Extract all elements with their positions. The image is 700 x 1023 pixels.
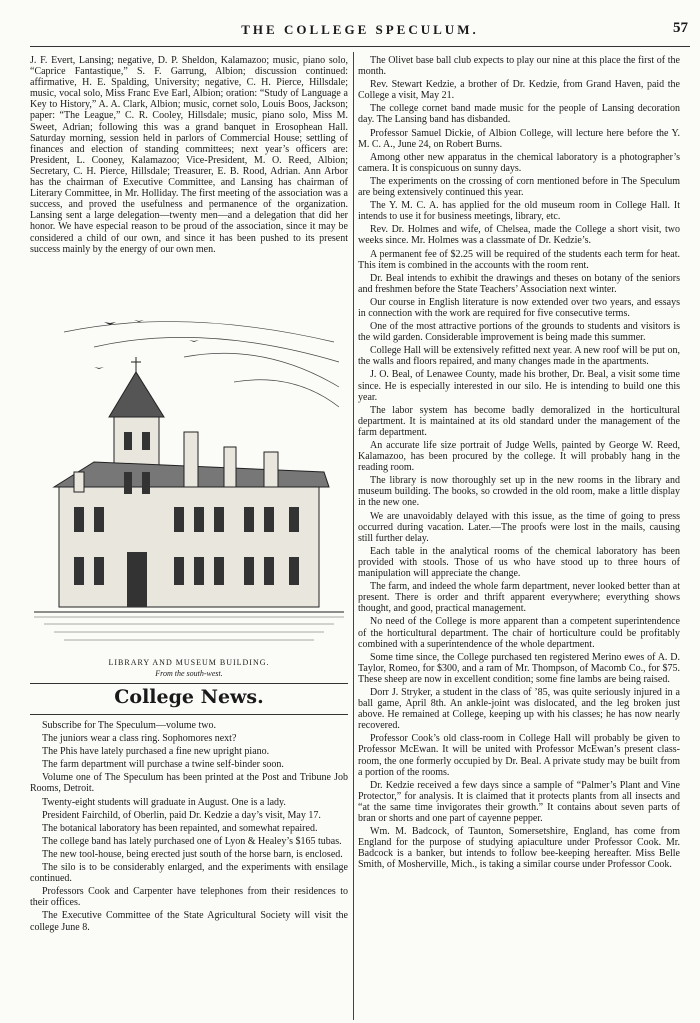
page-header [30,20,690,47]
news-item: The college cornet band made music for the people of Lansing decoration day. The Lansing band has disbanded. [358,103,680,126]
illustration-caption: LIBRARY AND MUSEUM BUILDING. [108,658,270,667]
news-item: No need of the College is more apparent than a competent superintendence of the horticultural department. The chair of horticulture could be profitably combined with a superintendence of the whole department. [358,616,680,650]
news-item: The juniors wear a class ring. Sophomores next? [42,733,237,745]
news-item: The labor system has become badly demoralized in the horticultural department. It is maintained at its old standard under the management of the farm department. [358,404,680,438]
news-item: Some time since, the College purchased ten registered Merino ewes of A. D. Taylor, Romeo, for $300, and a ram of Mr. Thompson, of Macomb Co., for $75. These sheep are now in excellent condition; some fine lambs are being raised. [358,651,680,685]
right-column-news [358,55,680,872]
news-item: President Fairchild, of Oberlin, paid Dr. Kedzie a day’s visit, May 17. [42,809,321,821]
intro-paragraph: J. F. Evert, Lansing; negative, D. P. Sheldon, Kalamazoo; music, piano solo, “Caprice Fantastique,” S. F. Garrung, Albion; discussion continued: affirmative, H. E. Spalding, University; negative, C. H. Pierce, Hillsdale; music, vocal solo, Miss Franc Eve Earl, Albion; oration: “Study of Language a Key to History,” A. A. Clark, Albion; music, cornet solo, Louis Boos, Jackson; paper: “The League,” C. R. Cooley, Hillsdale; music, piano solo, Miss M. Sweet, Adrian; following this was a grand banquet in Erosophean Hall. Saturday morning, session held in parlors of Commercial House; settling of finances and election of standing committees; next year’s officers are: President, L. Cooney, Kalamazoo; Vice-President, M. O. Reed, Albion; Secretary, C. H. Pierce, Hillsdale; Treasurer, E. B. Rood, Adrian. Ann Arbor has the chairman of Executive Committee, and Lansing has chairman of Literary Committee, in Mr. Holliday. The first meeting of the association was a success, and proved the usefulness and permanence of the organization. Lansing sent a large delegation—twenty men—and a delegation that did her honor. We have especial reason to be proud of the association, since it may be considered a child of our own, and since it has been pushed to its present success mainly by the energy of our own men. [30,55,348,255]
journal-title: THE COLLEGE SPECULUM. [241,22,479,37]
news-item: Dorr J. Stryker, a student in the class of ’85, was quite seriously injured in a ball game, April 8th. An ankle-joint was dislocated, and the leg broken just above. He remained at College, keeping up with his classes; he has now nearly recovered. [358,686,680,732]
news-item: Rev. Dr. Holmes and wife, of Chelsea, made the College a short visit, two weeks since. Mr. Holmes was a classmate of Dr. Kedzie’s. [358,224,680,247]
news-item: The new tool-house, being erected just south of the horse barn, is enclosed. [42,848,343,860]
news-item: Professors Cook and Carpenter have telephones from their residences to their offices. [30,886,348,909]
news-item: A permanent fee of $2.25 will be required of the students each term for heat. This item is combined in the accounts with the room rent. [358,248,680,271]
news-item: Twenty-eight students will graduate in August. One is a lady. [42,796,286,808]
news-item: The library is now thoroughly set up in the new rooms in the library and museum building. The books, so crowded in the old room, make a little display in the new one. [358,475,680,509]
news-item: The Olivet base ball club expects to play our nine at this place the first of the month. [358,55,680,78]
news-item: Among other new apparatus in the chemical laboratory is a photographer’s camera. It is conspicuous on sunny days. [358,151,680,174]
news-item: Dr. Beal intends to exhibit the drawings and theses on botany of the seniors and freshmen before the State Teachers’ Association next winter. [358,272,680,295]
college-news-heading: College News. [114,686,264,708]
news-item: College Hall will be extensively refitted next year. A new roof will be put on, the walls and floors repaired, and many changes made in the apartments. [358,345,680,368]
news-item: An accurate life size portrait of Judge Wells, painted by George W. Reed, Kalamazoo, has been procured by the college. It will probably hang in the reading room. [358,440,680,474]
news-item: J. O. Beal, of Lenawee County, made his brother, Dr. Beal, a visit some time since. He is especially interested in our silo. He is intending to build one this year. [358,369,680,403]
news-item: Our course in English literature is now extended over two years, and essays in connection with the work are required for five consecutive terms. [358,296,680,319]
news-item: The botanical laboratory has been repainted, and somewhat repaired. [42,822,318,834]
left-column-intro [30,55,348,257]
news-bottom-rule [30,714,348,715]
news-item: One of the most attractive portions of the grounds to students and visitors is the wild garden. Considerable improvement is being made this summer. [358,321,680,344]
column-divider [353,52,354,1020]
news-item: The farm, and indeed the whole farm department, never looked better than at present. There is order and thrift apparent everywhere; everything shows thought, and good, practical management. [358,581,680,615]
news-item: The Y. M. C. A. has applied for the old museum room in College Hall. It intends to use it for business meetings, library, etc. [358,200,680,223]
news-item: The silo is to be considerably enlarged, and the experiments with ensilage continued. [30,862,348,885]
news-item: The college band has lately purchased one of Lyon & Healey’s $165 tubas. [42,835,342,847]
news-item: Dr. Kedzie received a few days since a sample of “Palmer’s Plant and Vine Protector,” for analysis. It is claimed that it protects plants from all insects and “at the same time invigorates their growth.” It contains about seven parts of bran or shorts and one part of cayenne pepper. [358,779,680,824]
news-item: The experiments on the crossing of corn mentioned before in The Speculum are being extensively continued this year. [358,175,680,199]
page-number: 57 [673,20,688,36]
illustration-subcaption: From the south-west. [155,669,223,678]
news-item: The Phis have lately purchased a fine new upright piano. [42,746,270,758]
news-item: Professor Cook’s old class-room in College Hall will probably be given to Professor McEwan. It will be united with Professor McEwan’s present class-room, the one formerly occupied by Dr. Beal. A private study may be built from a portion of the rooms. [358,733,680,778]
college-news-list [30,720,348,935]
news-item: We are unavoidably delayed with this issue, as the time of going to press occurred during vacation. Later.—The proofs were lost in the mails, causing still further delay. [358,510,680,544]
news-item: Subscribe for The Speculum—volume two. [42,720,216,731]
news-item: Wm. M. Badcock, of Taunton, Somersetshire, England, has come from England for the purpose of studying apiaculture under Professor Cook. Mr. Badcock is a banker, but intends to follow bee-keeping hereafter. Miss Belle Smith, of Mosherville, Mich., is taking a similar course under Professor Cook. [358,826,680,871]
news-item: The farm department will purchase a twine self-binder soon. [42,759,284,771]
news-item: Volume one of The Speculum has been printed at the Post and Tribune Job Rooms, Detroit. [30,772,348,795]
news-item: Professor Samuel Dickie, of Albion College, will lecture here before the Y. M. C. A., June 24, on Robert Burns. [358,127,680,150]
news-top-rule [30,683,348,684]
library-museum-building-illustration [34,312,344,652]
news-item: The Executive Committee of the State Agricultural Society will visit the college June 8. [30,910,348,933]
news-item: Rev. Stewart Kedzie, a brother of Dr. Kedzie, from Grand Haven, paid the College a visit, May 21. [358,79,680,102]
news-item: Each table in the analytical rooms of the chemical laboratory has been provided with stools. Those of us who have stood up to three hours of manipulation will appreciate the change. [358,545,680,580]
